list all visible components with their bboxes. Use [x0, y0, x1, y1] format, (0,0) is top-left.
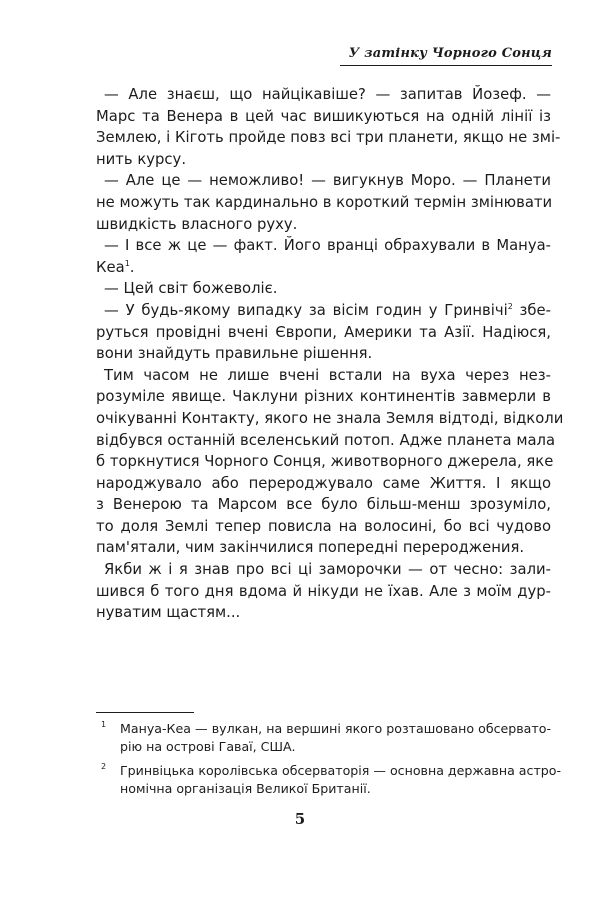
text-line-content: нуватим щастям... [96, 604, 241, 622]
text-line-content: то доля Землі тепер повисла на волосині, бо всі чудово [96, 517, 551, 535]
text-line [96, 473, 551, 495]
footnote-marker: 2 [507, 301, 513, 311]
text-line [96, 559, 551, 581]
footnote-line: Мануа-Кеа — вулкан, на вершині якого розташовано обсервато- [120, 721, 551, 736]
text-line-content: Землею, і Кіготь пройде повз всі три планети, якщо не змі- [96, 129, 561, 147]
footnote-line: рію на острові Гаваї, США. [120, 738, 296, 754]
text-line-content: вони знайдуть правильне рішення. [96, 345, 373, 363]
footnote-line: номічна організація Великої Британії. [120, 780, 371, 796]
text-line [96, 278, 551, 300]
text-line [96, 214, 551, 236]
text-line [96, 516, 551, 538]
page-number: 5 [294, 810, 306, 828]
text-line-content: нить курсу. [96, 150, 187, 168]
text-line-content: пам'ятали, чим закінчилися попередні перероджения. [96, 539, 525, 557]
text-line [96, 386, 551, 408]
text-line-content: — Але це — неможливо! — вигукнув Моро. — Планети [104, 172, 551, 190]
text-line-content: руться провідні вчені Європи, Америки та Азії. Надіюся, [96, 323, 551, 341]
body-text [96, 84, 564, 624]
text-line-tail: збе- [512, 301, 551, 319]
text-line-content: — У будь-якому випадку за вісім годин у Гринвічі [104, 301, 508, 319]
text-line [96, 581, 551, 603]
text-line [96, 170, 551, 192]
text-line [96, 494, 551, 516]
text-line [96, 192, 551, 214]
running-header-title: У затінку Чорного Сонця [348, 46, 552, 61]
text-line [96, 408, 564, 430]
footnote-number: 1 [101, 720, 107, 729]
text-line-content: — Цей світ божеволіє. [104, 280, 278, 298]
text-line-content: з Венерою та Марсом все було більш-менш зрозуміло, [96, 496, 551, 514]
text-line [96, 451, 554, 473]
text-line [96, 257, 551, 279]
text-line-content: Кеа [96, 258, 125, 276]
text-line [96, 235, 551, 257]
text-line-content: розуміле явище. Чаклуни різних континентів завмерли в [96, 388, 551, 406]
text-line [96, 149, 551, 171]
text-line-content: б торкнутися Чорного Сонця, животворного джерела, яке [96, 453, 554, 471]
text-line [96, 300, 551, 322]
running-header-rule [340, 65, 552, 66]
footnote-separator [96, 712, 194, 713]
footnote-line: Гринвіцька королівська обсерваторія — основна державна астро- [120, 763, 562, 778]
text-line [96, 537, 551, 559]
text-line-content: Марс та Венера в цей час вишикуються на одній лінії із [96, 107, 551, 125]
text-line-content: відбувся останній вселенський потоп. Адже планета мала [96, 431, 556, 449]
footnote-marker: 1 [124, 258, 130, 268]
text-line-content: Тим часом не лише вчені встали на вуха через нез- [104, 366, 551, 384]
text-line-content: очікуванні Контакту, якого не знала Земля відтоді, відколи [96, 409, 564, 427]
text-line [96, 365, 551, 387]
running-header [340, 44, 552, 68]
text-line-content: швидкість власного руху. [96, 215, 298, 233]
text-line-content: не можуть так кардинально в короткий термін змінювати [96, 193, 553, 211]
footnotes [96, 720, 562, 804]
text-line [96, 343, 551, 365]
text-line-content: шився б того дня вдома й нікуди не їхав. Але з моїм дур- [96, 582, 551, 600]
text-line [96, 84, 551, 106]
text-line [96, 127, 561, 149]
footnote [96, 762, 562, 797]
text-line [96, 430, 556, 452]
text-line-content: Якби ж і я знав про всі ці заморочки — от чесно: зали- [104, 561, 551, 579]
text-line-content: — І все ж це — факт. Його вранці обрахували в Мануа- [104, 237, 551, 255]
text-line-tail: . [129, 258, 135, 276]
text-line [96, 322, 551, 344]
footnote [96, 720, 551, 755]
text-line [96, 602, 551, 624]
footnote-number: 2 [101, 762, 107, 771]
text-line-content: — Але знаєш, що найцікавіше? — запитав Йозеф. — [104, 86, 551, 103]
text-line [96, 106, 551, 128]
text-line-content: народжувало або перероджувало саме Життя. І якщо [96, 474, 551, 492]
